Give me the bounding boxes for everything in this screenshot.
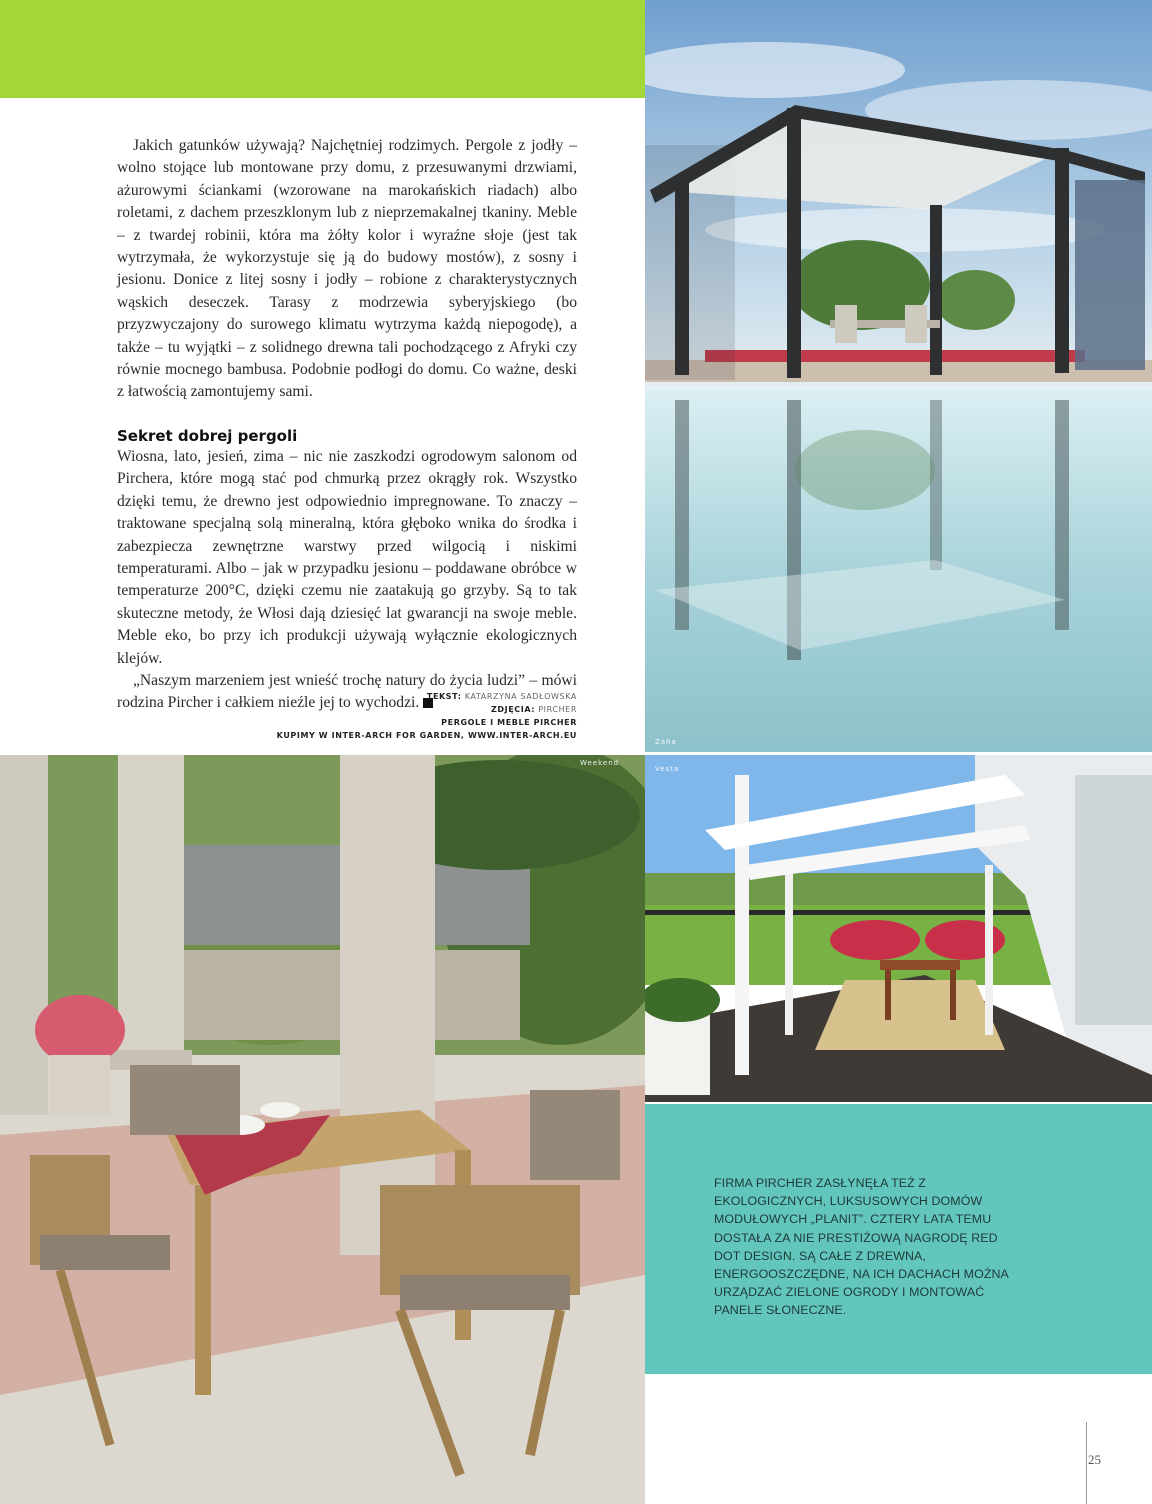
article-quote-text: „Naszym marzeniem jest wnieść trochę natury do życia ludzi” – mówi rodzina Pircher i całkiem nieźle jej to wychodzi.	[117, 671, 577, 712]
credit-label: ZDJĘCIA:	[491, 705, 536, 714]
pool-pergola-illustration	[645, 0, 1152, 752]
info-box-text: FIRMA PIRCHER ZASŁYNĘŁA TEŻ Z EKOLOGICZNYCH, LUKSUSOWYCH DOMÓW MODUŁOWYCH „PLANIT”. CZTERY LATA TEMU DOSTAŁA ZA NIE PRESTIŻOWĄ NAGRODĘ RED DOT DESIGN. SĄ CAŁE Z DREWNA, ENERGOOSZCZĘDNE, NA ICH DACHACH MOŻNA URZĄDZAĆ ZIELONE OGRODY I MONTOWAĆ PANELE SŁONECZNE.	[714, 1176, 1009, 1318]
article-credits	[277, 690, 577, 742]
credit-value: PIRCHER	[538, 705, 577, 714]
pool-pergola-photo	[645, 0, 1152, 752]
deck-pergola-illustration	[645, 755, 1152, 1102]
page-number-divider	[1086, 1422, 1087, 1504]
article-paragraph: Wiosna, lato, jesień, zima – nic nie zaszkodzi ogrodowym salonom od Pirchera, które mogą stać pod chmurką przez okrągły rok. Wszystko dzięki temu, że drewno jest odpowiednio impregnowane. To znaczy – traktowane specjalną solą mineralną, która głęboko wnika do środka i zabezpiecza zewnętrzne warstwy przed wilgocią i niskimi temperaturami. Albo – jak w przypadku jesionu – poddawane obróbce w temperaturze 200°C, dzięki czemu nie zaatakują go grzyby. Są to tak skuteczne metody, że Włosi dają dziesięć lat gwarancji na swoje meble. Meble eko, bo przy ich produkcji używają wyłącznie ekologicznych klejów.	[117, 447, 577, 667]
credit-photos-line	[277, 703, 577, 716]
credit-text-line	[277, 690, 577, 703]
header-color-band	[0, 0, 645, 98]
article-paragraph: Jakich gatunków używają? Najchętniej rodzimych. Pergole z jodły – wolno stojące lub montowane przy domu, z przesuwanymi drzwiami, ażurowymi ściankami (wzorowane na marokańskich riadach) albo roletami, z dachem przeszklonym lub z nieprzemakalnej tkaniny. Meble – z twardej robinii, która ma żółty kolor i wyraźne słoje (jest tak wytrzymała, że wykorzystuje się ją do budowy mostów), z sosny i jesionu. Donice z litej sosny i jodły – robione z charakterystycznych wąskich deseczek. Tarasy z modrzewia syberyjskiego (bo przyzwyczajony do surowego klimatu wytrzyma każdą niepogodę), a także – tu wyjątki – z solidnego drewna tali pochodzącego z Afryki czy równie mocnego bambusa. Podobnie podłogi do domu. Co ważne, deski z łatwością zamontujemy sami.	[117, 137, 577, 401]
article-body	[117, 135, 577, 715]
deck-photo-caption: Vesta	[655, 765, 680, 773]
patio-photo-caption: Weekend	[580, 759, 620, 767]
section-heading: Sekret dobrej pergoli	[117, 426, 298, 445]
patio-furniture-illustration	[0, 755, 645, 1504]
credit-text: PERGOLE I MEBLE PIRCHER	[441, 718, 577, 727]
credit-line	[277, 729, 577, 742]
credit-text: KUPIMY W INTER-ARCH FOR GARDEN, WWW.INTER-ARCH.EU	[276, 731, 577, 740]
deck-pergola-photo	[645, 755, 1152, 1102]
credit-line	[277, 716, 577, 729]
patio-furniture-photo	[0, 755, 645, 1504]
credit-label: TEKST:	[426, 692, 462, 701]
credit-value: KATARZYNA SADŁOWSKA	[464, 692, 577, 701]
pool-photo-caption: Zaha	[655, 738, 677, 746]
page-number: 25	[1088, 1452, 1101, 1467]
